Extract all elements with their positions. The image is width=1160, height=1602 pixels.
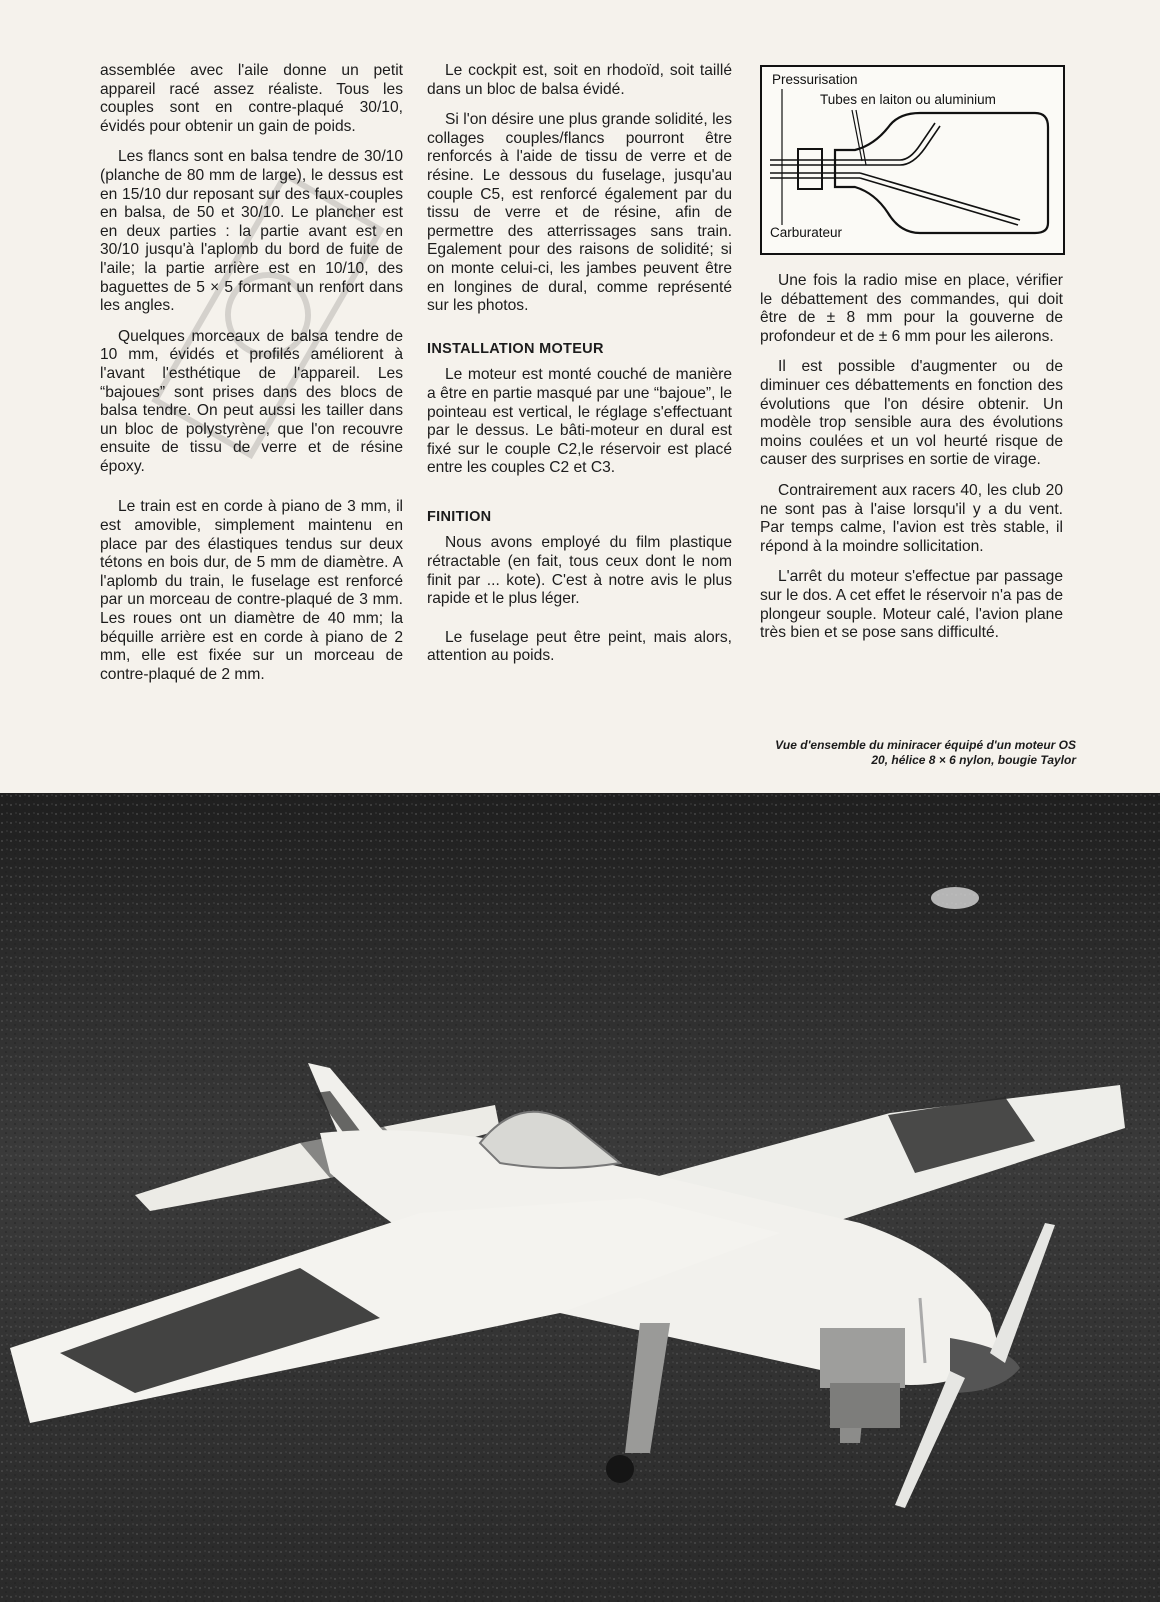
text-column-3 [760, 272, 1063, 655]
diagram-label-tubes: Tubes en laiton ou aluminium [820, 92, 996, 107]
paragraph: Nous avons employé du film plastique rétractable (en fait, tous ceux dont le nom finit par ... kote). C'est à notre avis le plus rapide et le plus léger. [427, 534, 732, 608]
paragraph: Le fuselage peut être peint, mais alors, attention au poids. [427, 628, 732, 665]
text-column-2 [427, 62, 732, 678]
diagram-label-pressurisation: Pressurisation [772, 72, 858, 87]
paragraph: Les flancs sont en balsa tendre de 30/10 (planche de 80 mm de large), le dessus est en 15/10 dur reposant sur des faux-couples en balsa, de 50 et 30/10. Le plancher est en deux parties : la partie avant est en 30/10 jusqu'à l'aplomb du bord de fuite de l'aile; la partie arrière est en 10/10, des baguettes de 5 × 5 formant un renfort dans les angles. [100, 148, 403, 315]
paragraph: Le moteur est monté couché de manière a être en partie masqué par une “bajoue”, le pointeau est vertical, le réglage s'effectuant par le dessus. Le bâti-moteur en dural est fixé sur le couple C2,le réservoir est placé entre les couples C2 et C3. [427, 366, 732, 477]
paragraph: Le train est en corde à piano de 3 mm, il est amovible, simplement maintenu en place par des élastiques tendus sur deux tétons en bois dur, de 5 mm de diamètre. A l'aplomb du train, le fuselage est renforcé par un morceau de contre-plaqué de 3 mm. Les roues ont un diamètre de 40 mm; la béquille arrière est en corde à piano de 2 mm, elle est fixée sur un morceau de contre-plaqué de 2 mm. [100, 498, 403, 683]
paragraph: L'arrêt du moteur s'effectue par passage sur le dos. A cet effet le réservoir n'a pas de plongeur souple. Moteur calé, l'avion plane très bien et se pose sans difficulté. [760, 568, 1063, 642]
paragraph: Quelques morceaux de balsa tendre de 10 mm, évidés et profilés améliorent à l'avant l'esthétique de l'appareil. Les “bajoues” sont prises dans des blocs de balsa tendre. On peut aussi les tailler dans un bloc de polystyrène, que l'on recouvre ensuite de tissu de verre et de résine époxy. [100, 327, 403, 475]
section-heading-finition: FINITION [427, 508, 492, 525]
diagram-label-carburateur: Carburateur [770, 225, 843, 240]
paragraph: assemblée avec l'aile donne un petit appareil racé assez réaliste. Tous les couples sont en contre-plaqué 30/10, évidés pour obtenir un gain de poids. [100, 62, 403, 135]
paragraph: Le cockpit est, soit en rhodoïd, soit taillé dans un bloc de balsa évidé. [427, 62, 732, 98]
text-column-1 [100, 62, 403, 696]
section-heading-installation-moteur: INSTALLATION MOTEUR [427, 340, 604, 357]
photo-caption: Vue d'ensemble du miniracer équipé d'un moteur OS 20, hélice 8 × 6 nylon, bougie Taylor [775, 738, 1076, 767]
fuel-tank-diagram [760, 65, 1065, 255]
paragraph: Contrairement aux racers 40, les club 20 ne sont pas à l'aise lorsqu'il y a du vent. Par temps calme, l'avion est très stable, il répond à la moindre sollicitation. [760, 481, 1063, 555]
airplane-photo [0, 793, 1160, 1602]
paragraph: Il est possible d'augmenter ou de diminuer ces débattements en fonction des évolutions que l'on désire obtenir. Un modèle trop sensible aura des évolutions moins coulées et un vol heurté risque de causer des surprises en sortie de virage. [760, 358, 1063, 469]
paragraph: Une fois la radio mise en place, vérifier le débattement des commandes, qui doit être de ± 8 mm pour la gouverne de profondeur et de ± 6 mm pour les ailerons. [760, 272, 1063, 345]
paragraph: Si l'on désire une plus grande solidité, les collages couples/flancs pourront être renforcés à l'aide de tissu de verre et de résine. Le dessous du fuselage, jusqu'au couple C5, est renforcé également par du tissu de verre et de résine, afin de permettre des atterrissages sans train. Egalement pour des raisons de solidité; si on monte celui-ci, les jambes peuvent être en longines de dural, comme représenté sur les photos. [427, 111, 732, 315]
